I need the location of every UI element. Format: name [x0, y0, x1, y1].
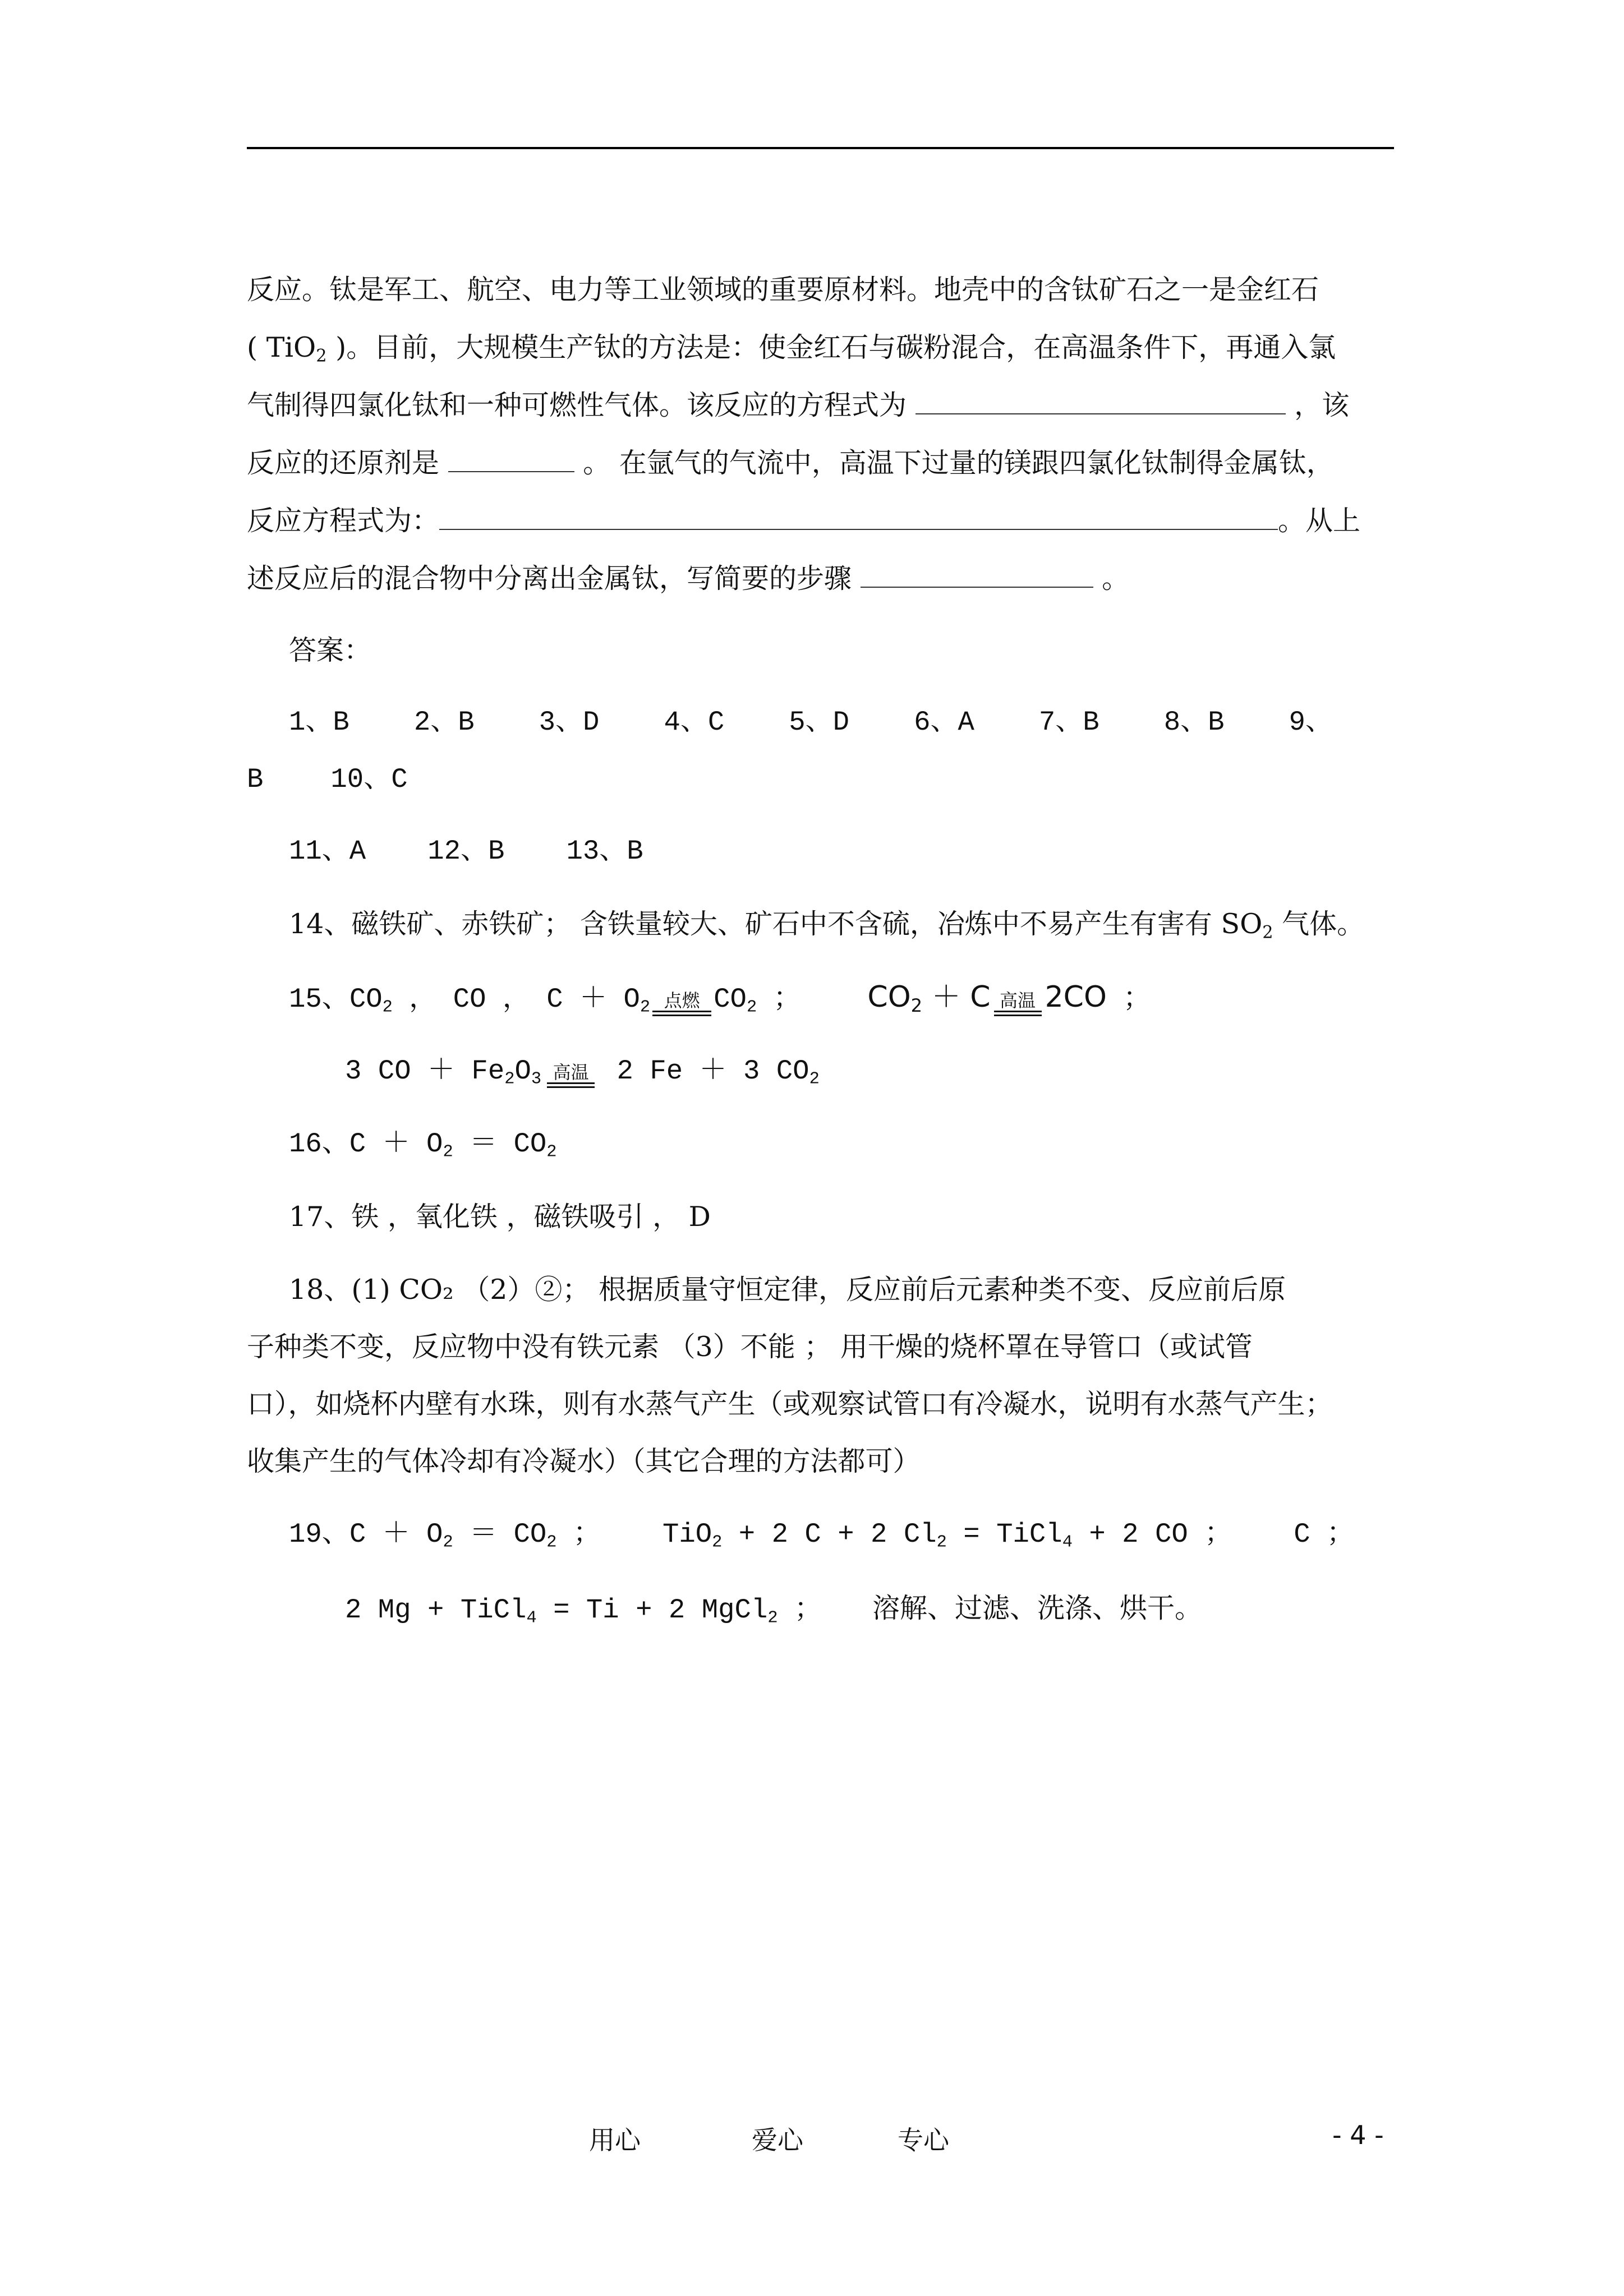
- header-rule: [247, 147, 1394, 149]
- paragraph-line-3: 气制得四氯化钛和一种可燃性气体。该反应的方程式为 ，该: [247, 389, 1350, 421]
- page-number: - 4 -: [1332, 2120, 1384, 2150]
- paragraph-line-5: 反应方程式为： 。从上: [247, 505, 1361, 537]
- paragraph-line-2: ( TiO$_2$ )。目前，大规模生产钛的方法是：使金红石与碳粉混合，在高温条件下，再通入氯: [247, 331, 1336, 366]
- footer-item-2: 爱心: [752, 2125, 803, 2155]
- condition-high-temp: 高温: [547, 1063, 595, 1088]
- answer-blank-mg-equation: [439, 505, 1278, 530]
- answer-row-1-cont: B 10、C: [247, 764, 408, 795]
- answer-15-line-1: 15、$CO_2$ ， CO ， $C + O_2$ 点燃 $CO_2$ ； $CO_2 + C$ 高温 2CO ；: [289, 980, 1151, 1017]
- answers-heading: 答案：: [289, 634, 372, 666]
- answer-16: 16、$C + O_2 = CO_2$: [289, 1128, 557, 1162]
- answer-18-line-2: 子种类不变，反应物中没有铁元素 （3）不能 ； 用干燥的烧杯罩在导管口（或试管: [247, 1331, 1253, 1363]
- answer-19-line-1: 19、$C + O_2 = CO_2$ ； TiO$_2$ + 2 C + 2 $Cl_2$ = TiCl$_4$ + 2 CO ； C ；: [289, 1519, 1355, 1552]
- answer-14: 14、磁铁矿、赤铁矿； 含铁量较大、矿石中不含硫，冶炼中不易产生有害有 $SO_2$ 气体。: [289, 908, 1365, 943]
- answer-17: 17、铁 ，氧化铁 ，磁铁吸引 ， D: [289, 1201, 711, 1233]
- answer-18-line-1: 18、(1) CO₂ （2）②； 根据质量守恒定律，反应前后元素种类不变、反应前后原: [289, 1274, 1286, 1306]
- answer-blank-reductant: [448, 448, 574, 472]
- paragraph-line-4: 反应的还原剂是 。 在氩气的气流中，高温下过量的镁跟四氯化钛制得金属钛，: [247, 447, 1334, 479]
- answer-15-line-2: 3 CO ＋ $Fe_2O_3$ 高温 2 Fe ＋ 3 $CO_2$: [345, 1055, 820, 1089]
- answer-blank-steps: [861, 563, 1093, 588]
- footer-item-1: 用心: [589, 2125, 641, 2155]
- condition-high-temp: 高温: [994, 992, 1042, 1016]
- answer-blank-equation: [915, 390, 1286, 414]
- paragraph-line-6: 述反应后的混合物中分离出金属钛，写简要的步骤 。: [247, 563, 1130, 594]
- footer-item-3: 专心: [898, 2125, 949, 2155]
- answer-row-1: 1、B 2、B 3、D 4、C 5、D 6、A 7、B 8、B 9、: [289, 707, 1333, 738]
- answer-row-2: 11、A 12、B 13、B: [289, 836, 643, 867]
- answer-19-line-2: 2 Mg + TiCl$_4$ = Ti + 2 MgCl$_2$ ； 溶解、过滤、洗涤、烘干。: [345, 1592, 1203, 1628]
- paragraph-line-1: 反应。钛是军工、航空、电力等工业领域的重要原材料。地壳中的含钛矿石之一是金红石: [247, 274, 1319, 306]
- answer-18-line-3: 口），如烧杯内壁有水珠，则有水蒸气产生（或观察试管口有冷凝水，说明有水蒸气产生；: [247, 1388, 1333, 1420]
- condition-ignite: 点燃: [652, 992, 711, 1016]
- answer-18-line-4: 收集产生的气体冷却有冷凝水）（其它合理的方法都可）: [247, 1445, 921, 1477]
